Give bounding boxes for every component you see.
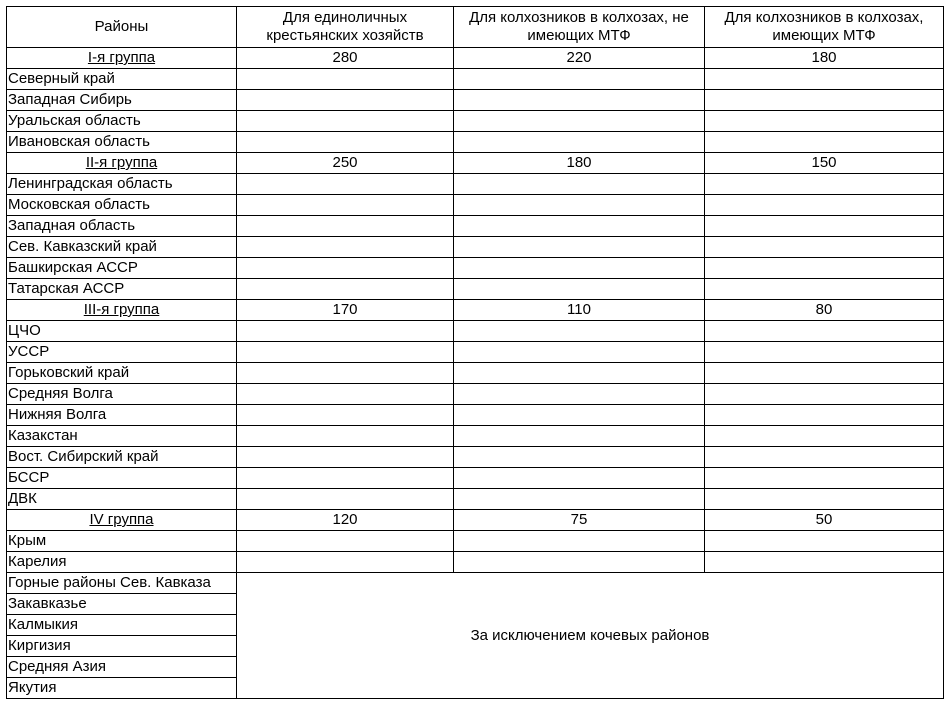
rates-table (6, 6, 944, 699)
region-name: Средняя Волга (7, 384, 237, 405)
region-name: БССР (7, 468, 237, 489)
empty-cell (705, 195, 944, 216)
empty-cell (454, 489, 705, 510)
empty-cell (237, 69, 454, 90)
region-row (7, 132, 944, 153)
region-row (7, 195, 944, 216)
empty-cell (237, 426, 454, 447)
empty-cell (705, 237, 944, 258)
empty-cell (454, 195, 705, 216)
group-value: 250 (237, 153, 454, 174)
region-name: Сев. Кавказский край (7, 237, 237, 258)
empty-cell (454, 447, 705, 468)
group-value: 80 (705, 300, 944, 321)
empty-cell (454, 216, 705, 237)
region-name: Горные районы Сев. Кавказа (7, 573, 237, 594)
region-name: УССР (7, 342, 237, 363)
region-row (7, 363, 944, 384)
empty-cell (705, 489, 944, 510)
region-name: Московская область (7, 195, 237, 216)
group-name-cell (7, 153, 237, 174)
region-row (7, 489, 944, 510)
group-value: 50 (705, 510, 944, 531)
group-name-cell (7, 48, 237, 69)
group-name: II-я группа (85, 154, 158, 171)
empty-cell (237, 195, 454, 216)
region-row (7, 321, 944, 342)
empty-cell (237, 552, 454, 573)
excluded-region-row (7, 573, 944, 594)
header-collective-with-mtf: Для колхозников в колхозах, имеющих МТФ (705, 7, 944, 48)
empty-cell (454, 258, 705, 279)
region-name: Ленинградская область (7, 174, 237, 195)
empty-cell (705, 111, 944, 132)
empty-cell (237, 363, 454, 384)
empty-cell (237, 216, 454, 237)
region-row (7, 111, 944, 132)
empty-cell (705, 363, 944, 384)
region-row (7, 447, 944, 468)
region-name: Средняя Азия (7, 657, 237, 678)
region-name: Карелия (7, 552, 237, 573)
empty-cell (705, 426, 944, 447)
empty-cell (454, 552, 705, 573)
region-name: Вост. Сибирский край (7, 447, 237, 468)
region-row (7, 405, 944, 426)
empty-cell (237, 384, 454, 405)
empty-cell (705, 552, 944, 573)
empty-cell (454, 426, 705, 447)
group-row (7, 510, 944, 531)
empty-cell (454, 342, 705, 363)
empty-cell (705, 342, 944, 363)
empty-cell (454, 531, 705, 552)
empty-cell (705, 279, 944, 300)
group-row (7, 153, 944, 174)
group-row (7, 300, 944, 321)
region-name: Киргизия (7, 636, 237, 657)
empty-cell (705, 447, 944, 468)
region-name: Башкирская АССР (7, 258, 237, 279)
region-row (7, 237, 944, 258)
empty-cell (237, 405, 454, 426)
empty-cell (237, 111, 454, 132)
empty-cell (705, 531, 944, 552)
region-row (7, 69, 944, 90)
group-name-cell (7, 510, 237, 531)
group-value: 180 (705, 48, 944, 69)
header-collective-no-mtf: Для колхозников в колхозах, не имеющих МТФ (454, 7, 705, 48)
empty-cell (705, 258, 944, 279)
empty-cell (237, 279, 454, 300)
empty-cell (237, 342, 454, 363)
region-name: Якутия (7, 678, 237, 699)
region-name: Нижняя Волга (7, 405, 237, 426)
group-value: 110 (454, 300, 705, 321)
region-name: Крым (7, 531, 237, 552)
group-name-cell (7, 300, 237, 321)
empty-cell (454, 237, 705, 258)
empty-cell (454, 321, 705, 342)
empty-cell (705, 321, 944, 342)
region-row (7, 468, 944, 489)
empty-cell (454, 279, 705, 300)
region-row (7, 342, 944, 363)
empty-cell (237, 132, 454, 153)
region-name: Казакстан (7, 426, 237, 447)
empty-cell (454, 405, 705, 426)
header-individual-farms: Для единоличных крестьянских хозяйств (237, 7, 454, 48)
header-regions: Районы (7, 7, 237, 48)
empty-cell (454, 174, 705, 195)
group-value: 280 (237, 48, 454, 69)
empty-cell (237, 90, 454, 111)
empty-cell (237, 237, 454, 258)
empty-cell (705, 216, 944, 237)
region-name: Горьковский край (7, 363, 237, 384)
empty-cell (705, 468, 944, 489)
empty-cell (705, 132, 944, 153)
empty-cell (705, 384, 944, 405)
group-name: IV группа (89, 511, 154, 528)
empty-cell (454, 363, 705, 384)
empty-cell (705, 69, 944, 90)
region-name: Западная Сибирь (7, 90, 237, 111)
group-value: 180 (454, 153, 705, 174)
group-value: 170 (237, 300, 454, 321)
group-row (7, 48, 944, 69)
region-row (7, 90, 944, 111)
empty-cell (454, 384, 705, 405)
region-name: Северный край (7, 69, 237, 90)
group-name: I-я группа (87, 49, 156, 66)
group-value: 120 (237, 510, 454, 531)
empty-cell (454, 111, 705, 132)
group-value: 75 (454, 510, 705, 531)
empty-cell (237, 258, 454, 279)
empty-cell (237, 468, 454, 489)
region-name: Уральская область (7, 111, 237, 132)
empty-cell (454, 132, 705, 153)
region-name: ДВК (7, 489, 237, 510)
region-row (7, 258, 944, 279)
empty-cell (237, 321, 454, 342)
region-name: Ивановская область (7, 132, 237, 153)
region-row (7, 426, 944, 447)
empty-cell (705, 90, 944, 111)
region-name: Татарская АССР (7, 279, 237, 300)
empty-cell (237, 174, 454, 195)
exclusion-note: За исключением кочевых районов (237, 573, 944, 699)
region-row (7, 531, 944, 552)
group-value: 220 (454, 48, 705, 69)
group-name: III-я группа (83, 301, 160, 318)
empty-cell (454, 468, 705, 489)
region-row (7, 279, 944, 300)
header-row (7, 7, 944, 48)
empty-cell (237, 489, 454, 510)
region-name: Калмыкия (7, 615, 237, 636)
empty-cell (705, 405, 944, 426)
empty-cell (454, 90, 705, 111)
group-value: 150 (705, 153, 944, 174)
region-row (7, 384, 944, 405)
empty-cell (237, 531, 454, 552)
region-row (7, 552, 944, 573)
region-name: Западная область (7, 216, 237, 237)
region-row (7, 174, 944, 195)
empty-cell (237, 447, 454, 468)
empty-cell (454, 69, 705, 90)
empty-cell (705, 174, 944, 195)
region-name: ЦЧО (7, 321, 237, 342)
region-name: Закавказье (7, 594, 237, 615)
region-row (7, 216, 944, 237)
